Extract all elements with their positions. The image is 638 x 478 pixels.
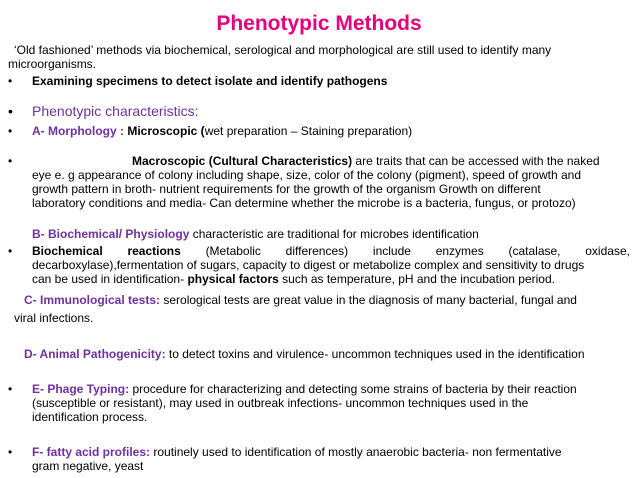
biochemical-word: (catalase, <box>508 244 561 258</box>
phage-typing-label: E- Phage Typing: <box>32 382 130 396</box>
intro-line-1: ‘Old fashioned’ methods via biochemical, serological and morphological are still used to identify many <box>14 43 552 57</box>
morphology-line <box>32 125 412 139</box>
macroscopic-line-1 <box>132 155 600 169</box>
fatty-acid-line-1 <box>32 446 562 460</box>
microscopic-label: Microscopic ( <box>127 124 205 138</box>
biochemical-word: differences) <box>285 244 349 258</box>
bullet-icon: • <box>8 244 13 258</box>
bullet-icon: • <box>8 382 13 396</box>
immunological-line-2: viral infections. <box>14 311 94 325</box>
biochemical-label: B- Biochemical/ Physiology <box>32 227 190 241</box>
biochemical-line-3c: such as temperature, pH and the incubation period. <box>278 272 555 286</box>
animal-pathogenicity-line <box>24 348 585 362</box>
macroscopic-label: Macroscopic (Cultural Characteristics) <box>132 154 353 168</box>
immunological-line-1 <box>24 294 577 308</box>
immunological-label: C- Immunological tests: <box>24 293 161 307</box>
phage-typing-line-1 <box>32 383 577 397</box>
biochemical-word: include <box>372 244 411 258</box>
biochemical-line-3a: can be used in identification- <box>32 272 188 286</box>
biochemical-line-3 <box>32 273 555 287</box>
phage-typing-text: procedure for characterizing and detecting some strains of bacteria by their reaction <box>129 382 577 396</box>
biochemical-word: oxidase, <box>585 244 630 258</box>
bullet-icon: • <box>8 154 13 168</box>
examining-text: Examining specimens to detect isolate and identify pathogens <box>32 74 388 88</box>
macroscopic-text: are traits that can be accessed with the naked <box>352 154 600 168</box>
biochemical-line-2: decarboxylase),fermentation of sugars, capacity to digest or metabolize complex and sensitivity to drugs <box>32 258 585 272</box>
intro-line-2: microorganisms. <box>8 57 97 71</box>
macroscopic-line-3: growth pattern in broth- nutrient requirements for the growth of the organism Growth on different <box>32 182 541 196</box>
macroscopic-line-4: laboratory conditions and media- Can determine whether the microbe is a bacteria, fungus, or protozo) <box>32 196 576 210</box>
morphology-label: A- Morphology : <box>32 124 124 138</box>
phenotypic-heading: Phenotypic characteristics: <box>32 103 199 119</box>
biochemical-word: reactions <box>127 244 181 258</box>
biochemical-line-1 <box>32 245 630 259</box>
phage-typing-line-2: (susceptible or resistant), may used in outbreak infections- uncommon techniques used in the <box>32 396 529 410</box>
fatty-acid-label: F- fatty acid profiles: <box>32 445 151 459</box>
bullet-icon: • <box>8 124 13 138</box>
biochemical-word: (Metabolic <box>205 244 261 258</box>
immunological-text: serological tests are great value in the diagnosis of many bacterial, fungal and <box>160 293 577 307</box>
bullet-icon: • <box>8 103 13 119</box>
slide-title: Phenotypic Methods <box>216 12 422 35</box>
fatty-acid-text: routinely used to identification of mostly anaerobic bacteria- non fermentative <box>150 445 562 459</box>
animal-pathogenicity-text: to detect toxins and virulence- uncommon techniques used in the identification <box>165 347 585 361</box>
animal-pathogenicity-label: D- Animal Pathogenicity: <box>24 347 166 361</box>
macroscopic-line-2: eye e. g appearance of colony including shape, size, color of the colony (pigment), speed of growth and <box>32 168 582 182</box>
fatty-acid-line-2: gram negative, yeast <box>32 459 144 473</box>
bullet-icon: • <box>8 74 13 88</box>
microscopic-text: wet preparation – Staining preparation) <box>204 124 413 138</box>
biochemical-word: enzymes <box>435 244 484 258</box>
phage-typing-line-3: identification process. <box>32 410 148 424</box>
biochemical-heading-line <box>32 228 479 242</box>
physical-factors-label: physical factors <box>187 272 279 286</box>
bullet-icon: • <box>8 445 13 459</box>
biochemical-word: Biochemical <box>32 244 103 258</box>
biochemical-heading-text: characteristic are traditional for microbes identification <box>189 227 479 241</box>
